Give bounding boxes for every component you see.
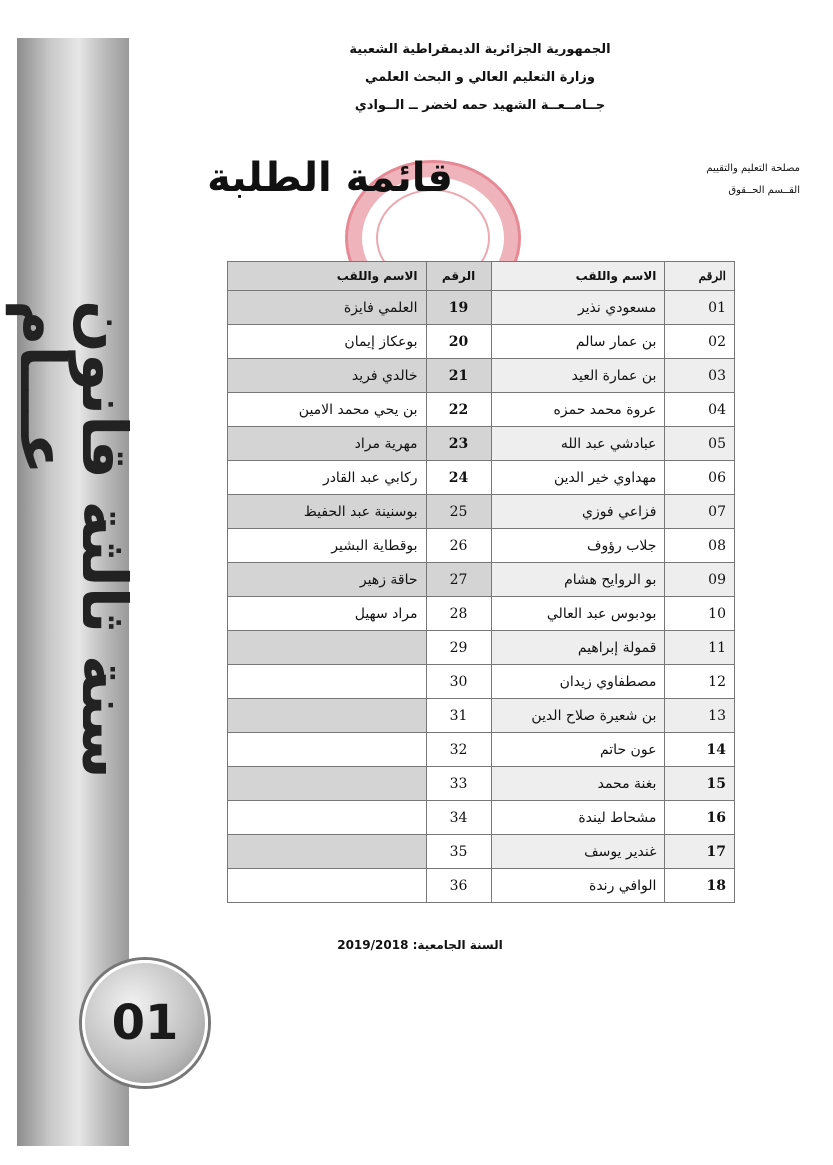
row-number-2: 33 — [426, 767, 491, 801]
row-name-2: حاقة زهير — [228, 563, 427, 597]
table-header-row — [228, 262, 735, 291]
row-number-1: 06 — [665, 461, 735, 495]
dept-section: القــسم الحــقوق — [728, 185, 800, 196]
row-number-2: 26 — [426, 529, 491, 563]
header-number-1: الرقم — [665, 262, 735, 291]
row-number-2: 35 — [426, 835, 491, 869]
row-name-2: مراد سهيل — [228, 597, 427, 631]
row-name-2 — [228, 835, 427, 869]
header-name-1: الاسم واللقب — [491, 262, 665, 291]
row-name-2 — [228, 733, 427, 767]
row-name-1: بو الروايح هشام — [491, 563, 665, 597]
row-name-1: مهداوي خير الدين — [491, 461, 665, 495]
table-body — [228, 291, 735, 903]
department-block — [640, 158, 800, 202]
table-row — [228, 495, 735, 529]
row-number-1: 08 — [665, 529, 735, 563]
row-number-1: 07 — [665, 495, 735, 529]
row-name-1: بن عمارة العيد — [491, 359, 665, 393]
row-name-2: خالدي فريد — [228, 359, 427, 393]
row-name-2 — [228, 631, 427, 665]
table-row — [228, 869, 735, 903]
row-name-2 — [228, 699, 427, 733]
table-row — [228, 733, 735, 767]
row-number-1: 04 — [665, 393, 735, 427]
row-number-1: 14 — [665, 733, 735, 767]
row-number-2: 36 — [426, 869, 491, 903]
row-number-1: 16 — [665, 801, 735, 835]
row-number-1: 12 — [665, 665, 735, 699]
row-name-1: عروة محمد حمزه — [491, 393, 665, 427]
row-number-2: 34 — [426, 801, 491, 835]
row-name-2 — [228, 665, 427, 699]
row-name-2: بوعكاز إيمان — [228, 325, 427, 359]
row-name-1: جلاب رؤوف — [491, 529, 665, 563]
row-name-2: بوقطاية البشير — [228, 529, 427, 563]
row-number-2: 20 — [426, 325, 491, 359]
students-table — [227, 261, 735, 903]
table-row — [228, 699, 735, 733]
header-number-2: الرقم — [426, 262, 491, 291]
row-number-2: 19 — [426, 291, 491, 325]
row-number-1: 13 — [665, 699, 735, 733]
row-name-1: بن شعيرة صلاح الدين — [491, 699, 665, 733]
row-name-1: بودبوس عبد العالي — [491, 597, 665, 631]
academic-year — [300, 938, 540, 952]
row-number-2: 21 — [426, 359, 491, 393]
header-name-2: الاسم واللقب — [228, 262, 427, 291]
row-name-1: قمولة إبراهيم — [491, 631, 665, 665]
table-row — [228, 767, 735, 801]
row-name-2: مهرية مراد — [228, 427, 427, 461]
row-name-1: مشحاط ليندة — [491, 801, 665, 835]
row-number-1: 05 — [665, 427, 735, 461]
row-number-2: 24 — [426, 461, 491, 495]
table-row — [228, 835, 735, 869]
row-number-1: 09 — [665, 563, 735, 597]
academic-year-label: السنة الجامعية: — [412, 938, 503, 952]
row-name-2: ركابي عبد القادر — [228, 461, 427, 495]
table-row — [228, 461, 735, 495]
row-name-2: بوسنينة عبد الحفيظ — [228, 495, 427, 529]
row-number-1: 18 — [665, 869, 735, 903]
table-row — [228, 631, 735, 665]
section-badge: 01 — [82, 960, 208, 1086]
table-row — [228, 393, 735, 427]
row-number-1: 11 — [665, 631, 735, 665]
row-number-1: 10 — [665, 597, 735, 631]
row-name-1: بغنة محمد — [491, 767, 665, 801]
row-name-1: فزاعي فوزي — [491, 495, 665, 529]
dept-service: مصلحة التعليم والتقييم — [706, 163, 800, 174]
row-number-2: 31 — [426, 699, 491, 733]
row-name-1: عبادشي عبد الله — [491, 427, 665, 461]
table-row — [228, 665, 735, 699]
row-name-2 — [228, 801, 427, 835]
row-name-1: مسعودي نذير — [491, 291, 665, 325]
row-number-1: 02 — [665, 325, 735, 359]
row-number-1: 17 — [665, 835, 735, 869]
institution-header — [330, 36, 630, 120]
table-row — [228, 325, 735, 359]
table-row — [228, 563, 735, 597]
row-number-2: 22 — [426, 393, 491, 427]
table-row — [228, 427, 735, 461]
row-number-2: 23 — [426, 427, 491, 461]
row-name-2 — [228, 767, 427, 801]
page-title: قائمة الطلبة — [207, 155, 453, 201]
row-name-1: مصطفاوي زيدان — [491, 665, 665, 699]
row-name-1: الوافي رندة — [491, 869, 665, 903]
row-number-1: 15 — [665, 767, 735, 801]
row-number-2: 25 — [426, 495, 491, 529]
row-number-2: 29 — [426, 631, 491, 665]
row-name-1: بن عمار سالم — [491, 325, 665, 359]
table-row — [228, 359, 735, 393]
row-name-2: بن يحي محمد الامين — [228, 393, 427, 427]
header-line-republic: الجمهورية الجزائرية الديمقراطية الشعبية — [349, 42, 611, 57]
table-row — [228, 529, 735, 563]
sidebar-title: سنة ثالثة قانون عـــام — [6, 300, 141, 779]
table-row — [228, 597, 735, 631]
row-number-2: 28 — [426, 597, 491, 631]
row-number-2: 30 — [426, 665, 491, 699]
row-number-2: 32 — [426, 733, 491, 767]
header-line-university: جــامــعــة الشهيد حمه لخضر ــ الــوادي — [354, 98, 606, 113]
academic-year-value: 2019/2018 — [337, 938, 409, 952]
row-name-2 — [228, 869, 427, 903]
row-number-1: 03 — [665, 359, 735, 393]
row-name-1: غندير يوسف — [491, 835, 665, 869]
row-number-2: 27 — [426, 563, 491, 597]
header-line-ministry: وزارة التعليم العالي و البحث العلمي — [365, 70, 595, 85]
row-name-2: العلمي فايزة — [228, 291, 427, 325]
row-name-1: عون حاتم — [491, 733, 665, 767]
row-number-1: 01 — [665, 291, 735, 325]
table-row — [228, 291, 735, 325]
table-row — [228, 801, 735, 835]
